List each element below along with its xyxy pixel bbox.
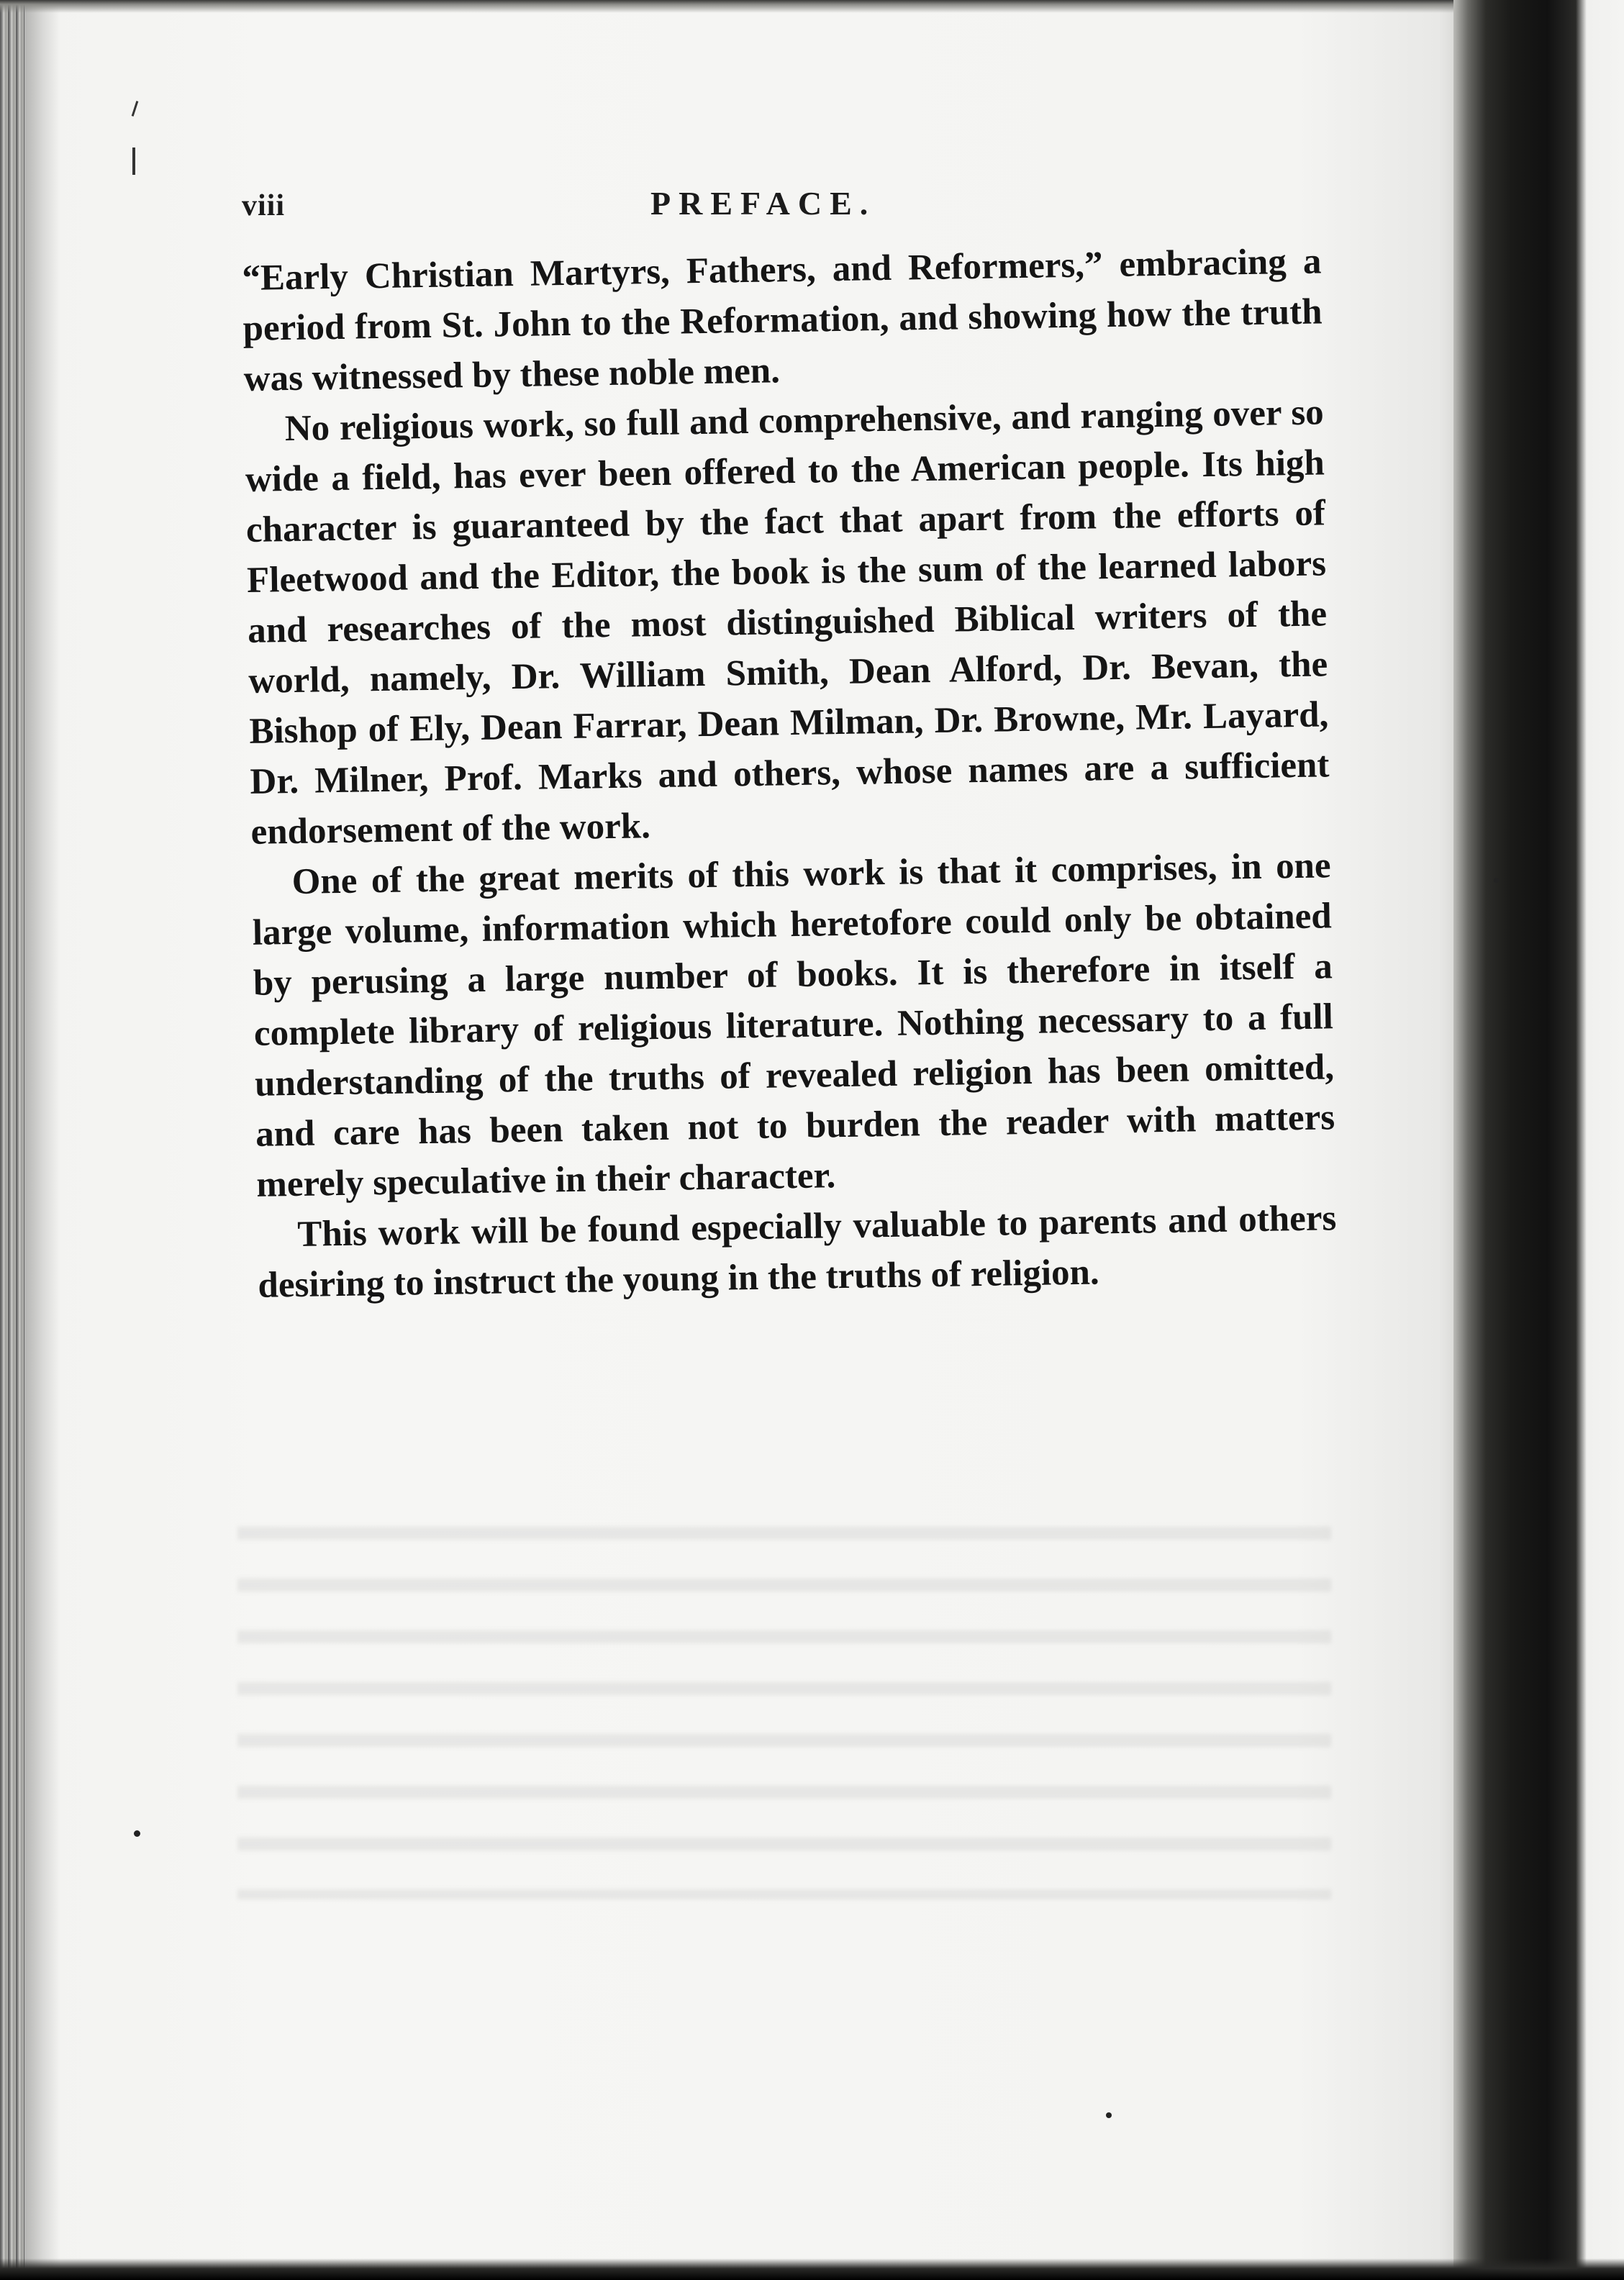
gutter-shadow <box>24 0 60 2280</box>
margin-mark <box>132 147 135 175</box>
page-number: viii <box>242 189 286 222</box>
ink-speck <box>1106 2112 1112 2118</box>
show-through-text <box>237 1496 1331 1899</box>
ink-speck <box>134 1830 140 1837</box>
running-head: PREFACE. <box>650 185 876 222</box>
ink-speck <box>1494 878 1499 883</box>
paragraph-valuable: This work will be found especially valuable to parents and others desiring to instruct the young in the truths of religion. <box>258 1198 1337 1306</box>
paragraph-great-merits: One of the great merits of this work is that it comprises, in one large volume, information which heretofore could only be obtained by perusing a large number of books. It is therefore in itself a complete library of religious literature. Nothing necessary to a full understanding of the truths of revealed religion has been omitted, and care has been taken not to burden the reader with matters merely speculative in their character. <box>252 845 1335 1205</box>
margin-mark <box>132 101 139 117</box>
top-scan-edge <box>0 0 1624 13</box>
preface-body <box>242 236 1338 1310</box>
bottom-scan-edge <box>0 2258 1624 2280</box>
page-stack-edge <box>0 0 24 2280</box>
book-binding-edge <box>1453 0 1624 2280</box>
paragraph-religious-work: No religious work, so full and comprehensive, and ranging over so wide a field, has ever been offered to the American people. Its high character is guaranteed by the fact that apart from the efforts of Fleetwood and the Editor, the book is the sum of the learned labors and researches of the most distinguished Biblical writers of the world, namely, Dr. William Smith, Dean Alford, Dr. Bevan, the Bishop of Ely, Dean Farrar, Dean Milman, Dr. Browne, Mr. Layard, Dr. Milner, Prof. Marks and others, whose names are a sufficient endorsement of the work. <box>245 392 1330 853</box>
page-header <box>242 185 1321 232</box>
paragraph-martyrs: “Early Christian Martyrs, Fathers, and Reformers,” embracing a period from St. John to the Reformation, and showing how the truth was witnessed by these noble men. <box>242 241 1323 399</box>
